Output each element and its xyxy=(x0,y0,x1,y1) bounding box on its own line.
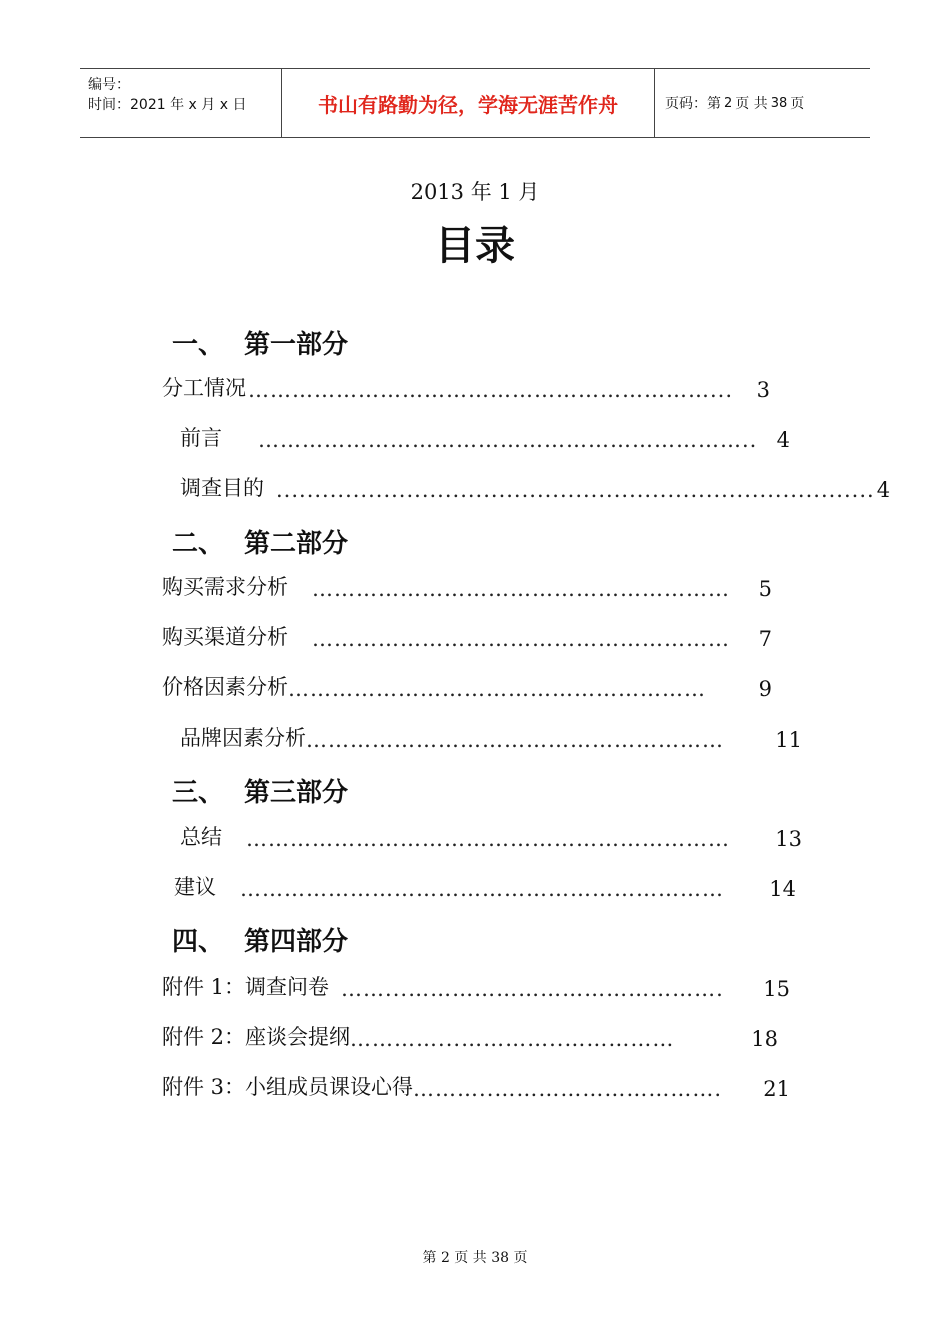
toc-entry-label: 调查目的 xyxy=(180,476,264,500)
toc-entry-fujian-1[interactable] xyxy=(162,971,790,1001)
section-number: 二、 xyxy=(172,529,225,559)
toc-section-4[interactable] xyxy=(172,921,348,958)
toc-entry-page: 18 xyxy=(751,1027,778,1051)
section-number: 一、 xyxy=(172,330,225,360)
toc-dot-leader: …………...…………..…………… xyxy=(350,1027,675,1051)
toc-entry-page: 14 xyxy=(769,877,796,901)
toc-entry-page: 4 xyxy=(876,478,891,502)
toc-section-3[interactable] xyxy=(172,772,348,809)
toc-entry-label: 购买渠道分析 xyxy=(162,625,288,649)
toc-entry-label: 前言 xyxy=(180,426,222,450)
section-title: 第二部分 xyxy=(244,529,349,559)
toc-entry-qudao[interactable] xyxy=(162,621,772,651)
toc-dot-leader: ………………………………………………… xyxy=(306,728,724,752)
toc-entry-label: 购买需求分析 xyxy=(162,575,288,599)
toc-dot-leader: ………………………………………………………… xyxy=(246,827,730,851)
toc-entry-pinpai[interactable] xyxy=(180,722,802,752)
toc-entry-diaocha-mudi[interactable] xyxy=(180,472,891,502)
header-page-info xyxy=(655,69,870,137)
page-suffix: 页 xyxy=(790,96,805,112)
page-header xyxy=(80,68,870,138)
toc-entry-page: 7 xyxy=(758,627,772,651)
toc-entry-page: 13 xyxy=(775,827,802,851)
page-mid: 页 共 xyxy=(735,96,768,112)
page-title: 目录 xyxy=(435,223,515,269)
page-current: 2 xyxy=(724,95,733,111)
toc-entry-label: 总结 xyxy=(180,825,222,849)
time-label: 时间：2021 年 x 月 x 日 xyxy=(88,97,247,113)
header-meta xyxy=(80,69,282,137)
section-title: 第四部分 xyxy=(244,927,349,957)
toc-entry-label: 分工情况 xyxy=(162,376,246,400)
toc-entry-label: 附件 3：小组成员课设心得 xyxy=(162,1075,414,1099)
toc-entry-fujian-3[interactable] xyxy=(162,1071,790,1101)
toc-entry-fengong[interactable] xyxy=(162,372,770,402)
page-footer: 第 2 页 共 38 页 xyxy=(422,1250,528,1266)
toc-dot-leader: ……...……………………………………. xyxy=(341,977,724,1001)
toc-entry-label: 附件 2：座谈会提纲 xyxy=(162,1025,351,1049)
toc-dot-leader: .............................................................................. xyxy=(276,478,875,502)
toc-dot-leader: ………………………………………………………… xyxy=(240,877,724,901)
toc-dot-leader: ………..…………………………. xyxy=(413,1077,723,1101)
toc-entry-page: 3 xyxy=(756,378,770,402)
toc-dot-leader: ………………………………………………………... xyxy=(248,378,734,402)
toc-entry-page: 15 xyxy=(763,977,790,1001)
toc-entry-label: 附件 1：调查问卷 xyxy=(162,975,330,999)
toc-entry-xuqiu[interactable] xyxy=(162,571,772,601)
toc-dot-leader: ………………………………………………… xyxy=(312,577,730,601)
toc-entry-fujian-2[interactable] xyxy=(162,1021,778,1051)
section-title: 第一部分 xyxy=(244,330,349,360)
toc-entry-label: 建议 xyxy=(174,875,216,899)
toc-section-2[interactable] xyxy=(172,523,348,560)
toc-entry-label: 价格因素分析 xyxy=(162,675,288,699)
section-number: 四、 xyxy=(172,927,225,957)
toc-dot-leader: ………………………………………………… xyxy=(312,627,730,651)
toc-entry-page: 4 xyxy=(776,428,790,452)
serial-label: 编号： xyxy=(88,77,130,93)
toc-entry-qianyan[interactable] xyxy=(180,422,790,452)
toc-entry-page: 21 xyxy=(763,1077,790,1101)
toc-dot-leader: ………………………………………………………….. xyxy=(258,428,758,452)
toc-entry-page: 5 xyxy=(758,577,772,601)
toc-entry-jianyi[interactable] xyxy=(174,871,796,901)
page-total: 38 xyxy=(770,95,788,111)
toc-section-1[interactable] xyxy=(172,324,348,361)
toc-entry-page: 9 xyxy=(758,677,772,701)
toc-entry-label: 品牌因素分析 xyxy=(180,726,306,750)
header-motto: 书山有路勤为径，学海无涯苦作舟 xyxy=(282,69,655,137)
toc-entry-page: 11 xyxy=(775,728,802,752)
section-title: 第三部分 xyxy=(244,778,349,808)
section-number: 三、 xyxy=(172,778,225,808)
document-date: 2013 年 1 月 xyxy=(410,180,540,204)
page-prefix: 页码：第 xyxy=(665,96,721,112)
toc-entry-zongjie[interactable] xyxy=(180,821,802,851)
toc-dot-leader: ………………………………………………… xyxy=(288,677,706,701)
toc-entry-jiage[interactable] xyxy=(162,671,772,701)
